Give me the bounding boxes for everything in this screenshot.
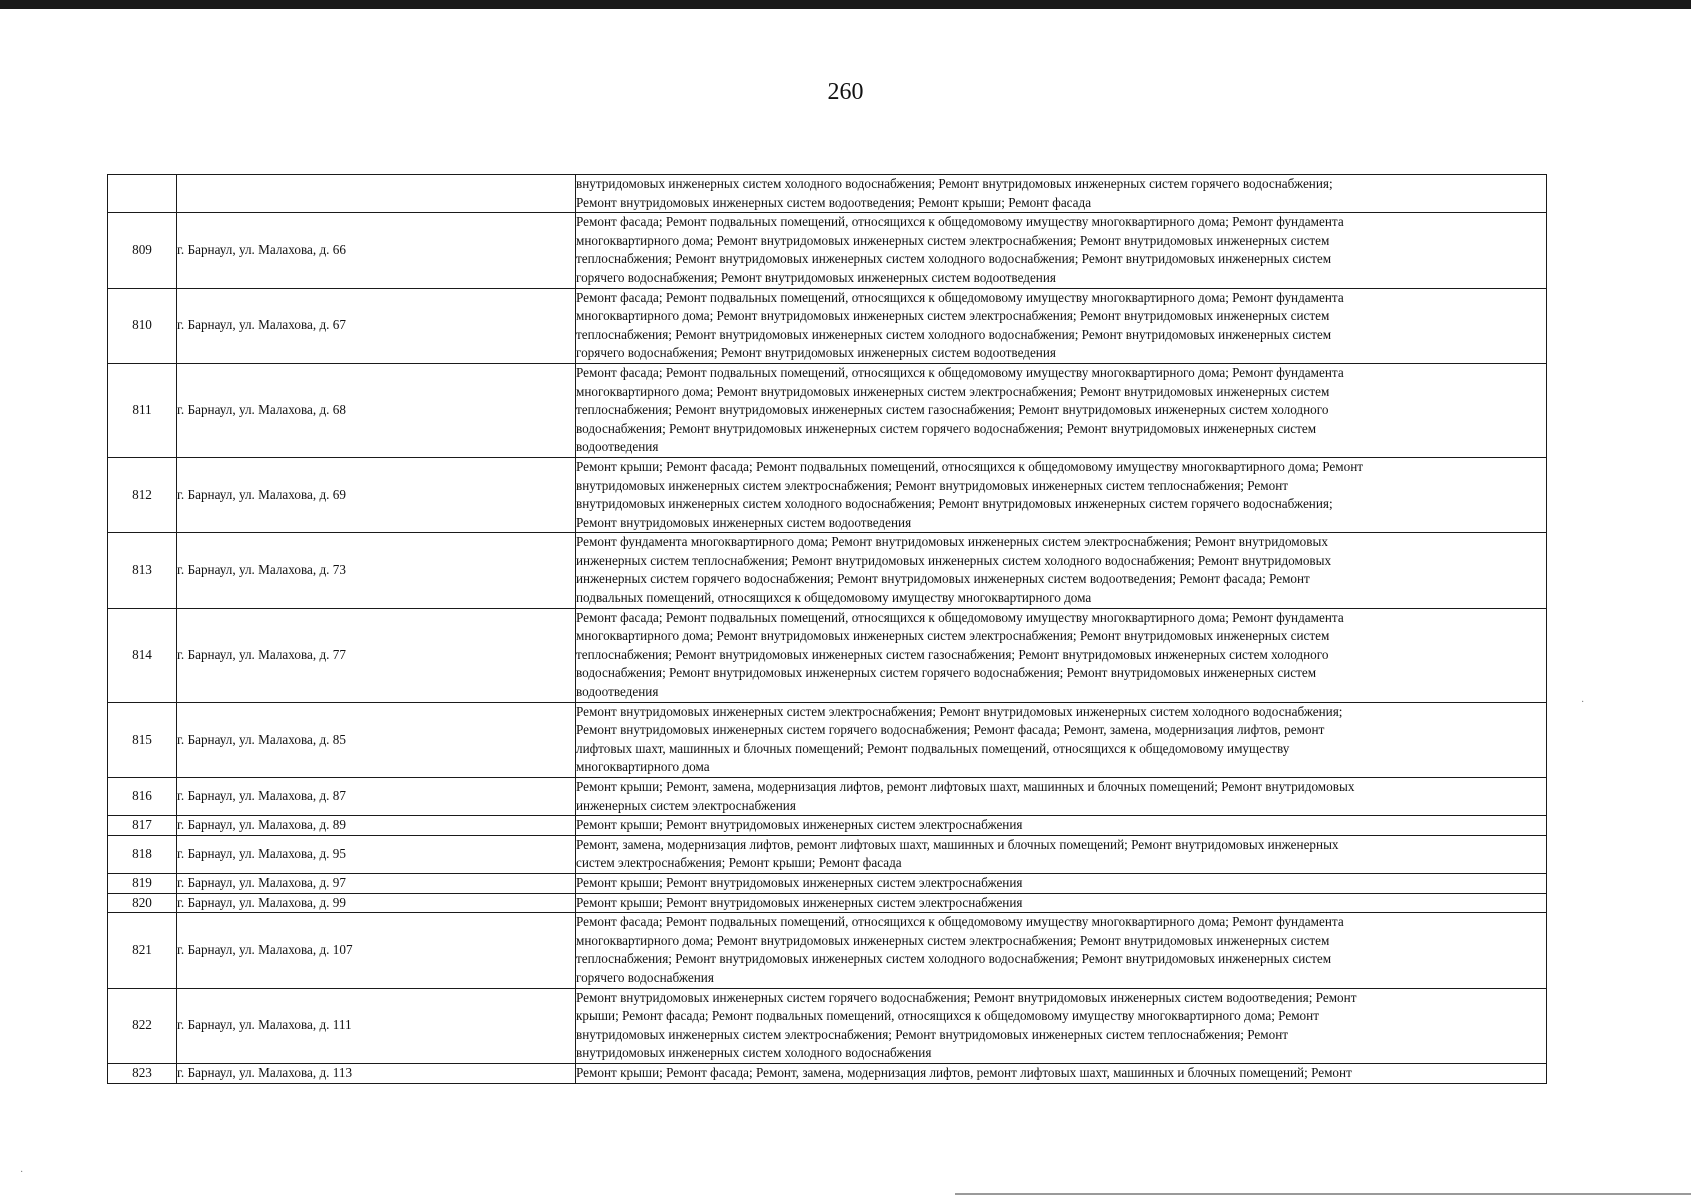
page-number: 260: [827, 79, 864, 105]
table-row: [108, 213, 1547, 288]
table-row: [108, 702, 1547, 777]
scan-top-border: [0, 0, 1691, 9]
table-row: [108, 988, 1547, 1063]
table-row: [108, 608, 1547, 702]
scan-speck: ·: [20, 1167, 24, 1178]
row-address: г. Барнаул, ул. Малахова, д. 107: [177, 913, 576, 988]
table-body: [108, 175, 1547, 1084]
scan-bottom-edge: [955, 1193, 1691, 1195]
row-works: внутридомовых инженерных систем холодного водоснабжения; Ремонт внутридомовых инженерных систем горячего водоснабжения; Ремонт внутридомовых инженерных систем водоотведения; Ремонт крыши; Ремонт фасада: [576, 175, 1547, 213]
row-number: 819: [108, 873, 177, 893]
row-works: Ремонт крыши; Ремонт фасада; Ремонт подвальных помещений, относящихся к общедомовому имуществу многоквартирного дома; Ремонт внутридомовых инженерных систем электроснабжения; Ремонт внутридомовых инженерных систем теплоснабжения; Ремонт внутридомовых инженерных систем холодного водоснабжения; Ремонт внутридомовых инженерных систем горячего водоснабжения; Ремонт внутридомовых инженерных систем водоотведения: [576, 457, 1547, 532]
table-row: [108, 175, 1547, 213]
row-works: Ремонт, замена, модернизация лифтов, ремонт лифтовых шахт, машинных и блочных помещений; Ремонт внутридомовых инженерных систем электроснабжения; Ремонт крыши; Ремонт фасада: [576, 835, 1547, 873]
row-works: Ремонт крыши; Ремонт фасада; Ремонт, замена, модернизация лифтов, ремонт лифтовых шахт, машинных и блочных помещений; Ремонт: [576, 1063, 1547, 1083]
table-row: [108, 363, 1547, 457]
row-number: 816: [108, 778, 177, 816]
table-row: [108, 1063, 1547, 1083]
row-number: 812: [108, 457, 177, 532]
row-number: 811: [108, 363, 177, 457]
row-address: г. Барнаул, ул. Малахова, д. 99: [177, 893, 576, 913]
row-number: 818: [108, 835, 177, 873]
row-address: г. Барнаул, ул. Малахова, д. 111: [177, 988, 576, 1063]
table-row: [108, 913, 1547, 988]
row-number: 814: [108, 608, 177, 702]
row-works: Ремонт фундамента многоквартирного дома; Ремонт внутридомовых инженерных систем электроснабжения; Ремонт внутридомовых инженерных систем теплоснабжения; Ремонт внутридомовых инженерных систем холодного водоснабжения; Ремонт внутридомовых инженерных систем горячего водоснабжения; Ремонт внутридомовых инженерных систем водоотведения; Ремонт фасада; Ремонт подвальных помещений, относящихся к общедомовому имуществу многоквартирного дома: [576, 533, 1547, 608]
row-number: 823: [108, 1063, 177, 1083]
table-row: [108, 835, 1547, 873]
row-works: Ремонт внутридомовых инженерных систем горячего водоснабжения; Ремонт внутридомовых инженерных систем водоотведения; Ремонт крыши; Ремонт фасада; Ремонт подвальных помещений, относящихся к общедомовому имуществу многоквартирного дома; Ремонт внутридомовых инженерных систем электроснабжения; Ремонт внутридомовых инженерных систем теплоснабжения; Ремонт внутридомовых инженерных систем холодного водоснабжения: [576, 988, 1547, 1063]
row-number: 809: [108, 213, 177, 288]
row-works: Ремонт крыши; Ремонт внутридомовых инженерных систем электроснабжения: [576, 816, 1547, 836]
row-address: г. Барнаул, ул. Малахова, д. 68: [177, 363, 576, 457]
row-number: 810: [108, 288, 177, 363]
table-row: [108, 893, 1547, 913]
row-works: Ремонт крыши; Ремонт внутридомовых инженерных систем электроснабжения: [576, 873, 1547, 893]
row-works: Ремонт внутридомовых инженерных систем электроснабжения; Ремонт внутридомовых инженерных систем холодного водоснабжения; Ремонт внутридомовых инженерных систем горячего водоснабжения; Ремонт фасада; Ремонт, замена, модернизация лифтов, ремонт лифтовых шахт, машинных и блочных помещений; Ремонт подвальных помещений, относящихся к общедомовому имуществу многоквартирного дома: [576, 702, 1547, 777]
row-address: г. Барнаул, ул. Малахова, д. 97: [177, 873, 576, 893]
row-works: Ремонт фасада; Ремонт подвальных помещений, относящихся к общедомовому имуществу многоквартирного дома; Ремонт фундамента многоквартирного дома; Ремонт внутридомовых инженерных систем электроснабжения; Ремонт внутридомовых инженерных систем теплоснабжения; Ремонт внутридомовых инженерных систем холодного водоснабжения; Ремонт внутридомовых инженерных систем горячего водоснабжения; Ремонт внутридомовых инженерных систем водоотведения: [576, 213, 1547, 288]
row-number: 822: [108, 988, 177, 1063]
row-address: г. Барнаул, ул. Малахова, д. 67: [177, 288, 576, 363]
row-number: 813: [108, 533, 177, 608]
row-number: 815: [108, 702, 177, 777]
row-works: Ремонт фасада; Ремонт подвальных помещений, относящихся к общедомовому имуществу многоквартирного дома; Ремонт фундамента многоквартирного дома; Ремонт внутридомовых инженерных систем электроснабжения; Ремонт внутридомовых инженерных систем теплоснабжения; Ремонт внутридомовых инженерных систем газоснабжения; Ремонт внутридомовых инженерных систем холодного водоснабжения; Ремонт внутридомовых инженерных систем горячего водоснабжения; Ремонт внутридомовых инженерных систем водоотведения: [576, 363, 1547, 457]
table-row: [108, 873, 1547, 893]
row-address: г. Барнаул, ул. Малахова, д. 113: [177, 1063, 576, 1083]
housing-repair-table: [107, 174, 1547, 1084]
row-address: г. Барнаул, ул. Малахова, д. 87: [177, 778, 576, 816]
row-address: г. Барнаул, ул. Малахова, д. 95: [177, 835, 576, 873]
row-works: Ремонт фасада; Ремонт подвальных помещений, относящихся к общедомовому имуществу многоквартирного дома; Ремонт фундамента многоквартирного дома; Ремонт внутридомовых инженерных систем электроснабжения; Ремонт внутридомовых инженерных систем теплоснабжения; Ремонт внутридомовых инженерных систем газоснабжения; Ремонт внутридомовых инженерных систем холодного водоснабжения; Ремонт внутридомовых инженерных систем горячего водоснабжения; Ремонт внутридомовых инженерных систем водоотведения: [576, 608, 1547, 702]
row-address: г. Барнаул, ул. Малахова, д. 66: [177, 213, 576, 288]
row-number: 820: [108, 893, 177, 913]
table-row: [108, 778, 1547, 816]
table-row: [108, 457, 1547, 532]
row-address: г. Барнаул, ул. Малахова, д. 77: [177, 608, 576, 702]
row-works: Ремонт крыши; Ремонт внутридомовых инженерных систем электроснабжения: [576, 893, 1547, 913]
row-number: 817: [108, 816, 177, 836]
row-address: г. Барнаул, ул. Малахова, д. 73: [177, 533, 576, 608]
row-works: Ремонт фасада; Ремонт подвальных помещений, относящихся к общедомовому имуществу многоквартирного дома; Ремонт фундамента многоквартирного дома; Ремонт внутридомовых инженерных систем электроснабжения; Ремонт внутридомовых инженерных систем теплоснабжения; Ремонт внутридомовых инженерных систем холодного водоснабжения; Ремонт внутридомовых инженерных систем горячего водоснабжения: [576, 913, 1547, 988]
row-address: г. Барнаул, ул. Малахова, д. 69: [177, 457, 576, 532]
row-works: Ремонт крыши; Ремонт, замена, модернизация лифтов, ремонт лифтовых шахт, машинных и блочных помещений; Ремонт внутридомовых инженерных систем электроснабжения: [576, 778, 1547, 816]
row-number: 821: [108, 913, 177, 988]
row-address: г. Барнаул, ул. Малахова, д. 89: [177, 816, 576, 836]
row-works: Ремонт фасада; Ремонт подвальных помещений, относящихся к общедомовому имуществу многоквартирного дома; Ремонт фундамента многоквартирного дома; Ремонт внутридомовых инженерных систем электроснабжения; Ремонт внутридомовых инженерных систем теплоснабжения; Ремонт внутридомовых инженерных систем холодного водоснабжения; Ремонт внутридомовых инженерных систем горячего водоснабжения; Ремонт внутридомовых инженерных систем водоотведения: [576, 288, 1547, 363]
table-row: [108, 288, 1547, 363]
scan-speck: ·: [1581, 697, 1585, 708]
row-number: [108, 175, 177, 213]
row-address: [177, 175, 576, 213]
table-row: [108, 816, 1547, 836]
table-row: [108, 533, 1547, 608]
row-address: г. Барнаул, ул. Малахова, д. 85: [177, 702, 576, 777]
